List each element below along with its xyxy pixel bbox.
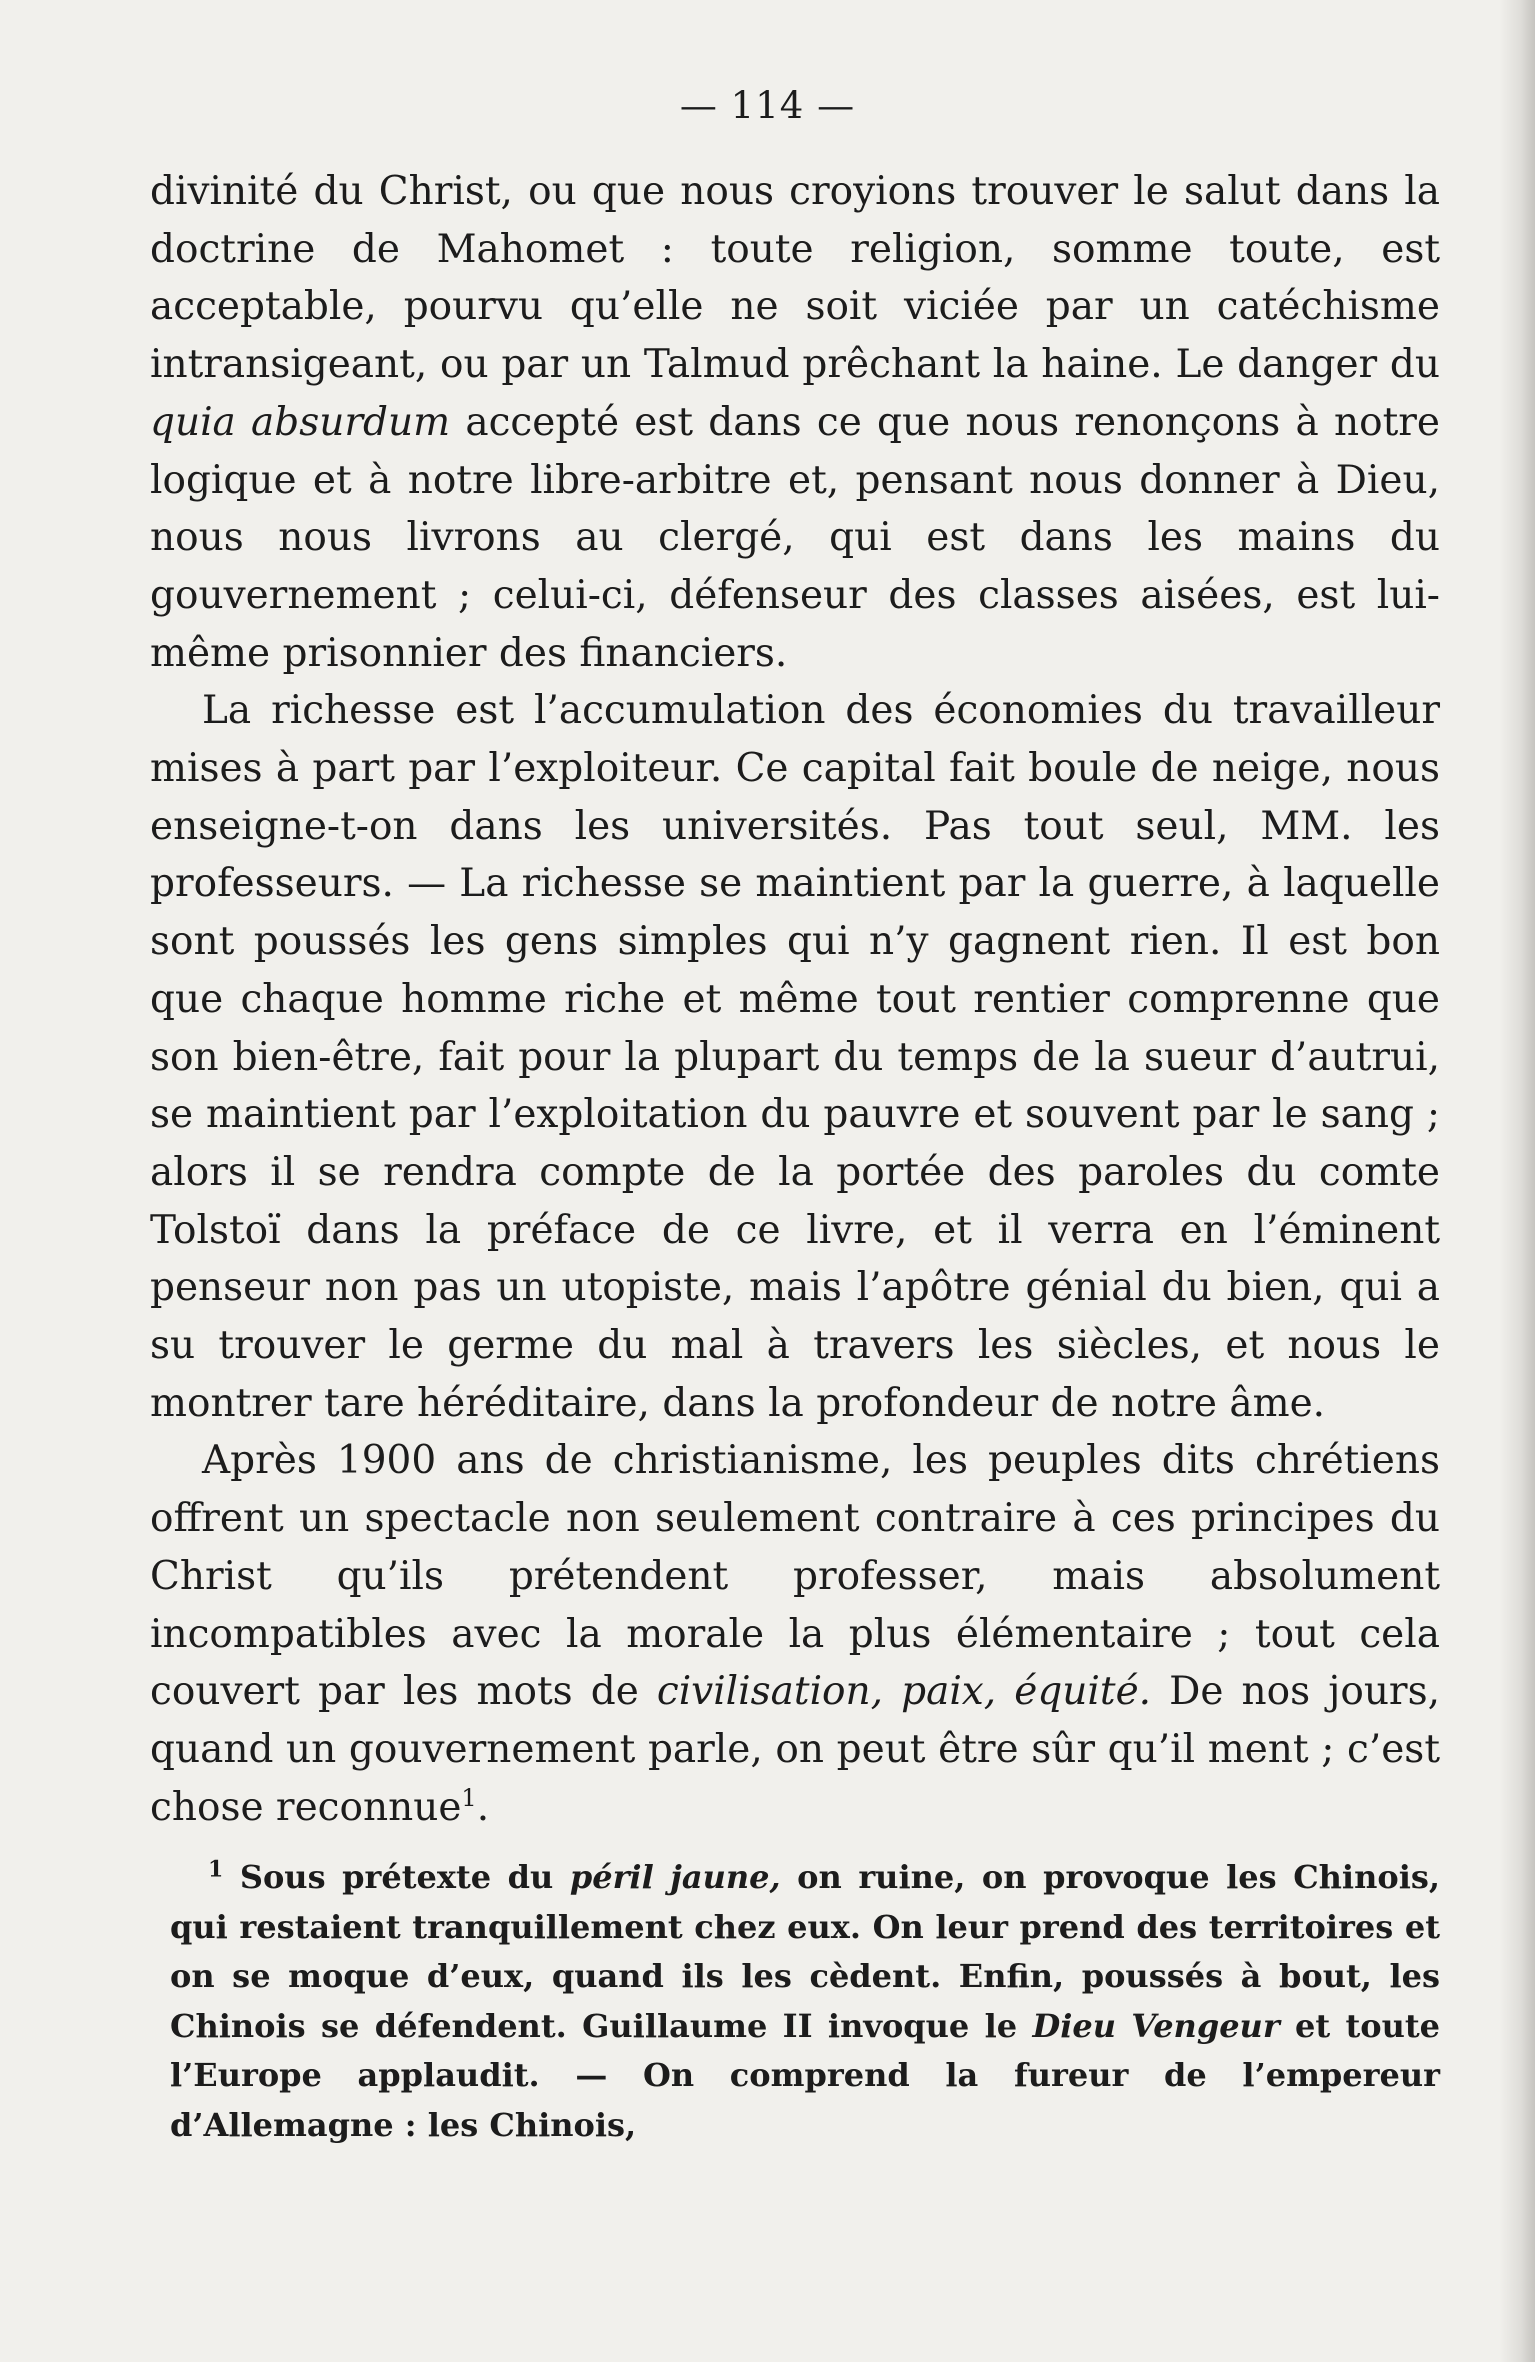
page-number: — 114 — [679,84,856,127]
footnote-text [170,1853,1440,2150]
footnote-text-a: Sous prétexte du [223,1858,570,1896]
footnote [170,1853,1440,2150]
footnote-text-b: on ruine, on provoque les Chinois, qui restaient tranquillement chez eux. On leur prend des territoires et on se moque d’eux, quand ils les cèdent. Enfin, poussés à bout, les Chinois se défendent. Guillaume II invoque le [170,1858,1441,2045]
footnote-reference[interactable]: 1 [461,1783,477,1812]
footnote-text-c: et toute l’Europe applaudit. — On comprend la fureur de l’empereur d’Allemagne : les Chinois, [170,2006,1441,2144]
footnote-italic-1: péril jaune, [569,1858,781,1896]
paragraph-3-text-b: De nos jours, quand un gouvernement parle, on peut être sûr qu’il ment ; c’est chose reconnue [150,1669,1440,1830]
paragraph-3-text-a: Après 1900 ans de christianisme, les peuples dits chrétiens offrent un spectacle non seulement contraire à ces principes du Christ qu’ils prétendent professer, mais absolument incompatibles avec la morale la plus élémentaire ; tout cela couvert par les mots de [150,1438,1440,1715]
paragraph-3-italic-phrase: civilisation, paix, équité. [656,1669,1152,1715]
paragraph-1-text-a: divinité du Christ, ou que nous croyions trouver le salut dans la doctrine de Mahomet : toute religion, somme toute, est acceptable, pourvu qu’elle ne soit viciée par un catéchisme intransigeant, ou par un Talmud prêchant la haine. Le danger du [150,169,1440,388]
page-edge-shadow [1499,0,1535,2362]
paragraph-3-text-c: . [476,1784,490,1830]
paragraph-1 [150,163,1440,682]
paragraph-1-text-b: accepté est dans ce que nous renonçons à notre logique et à notre libre-arbitre et, pensant nous donner à Dieu, nous nous livrons au clergé, qui est dans les mains du gouvernement ; celui-ci, défenseur des classes aisées, est lui-même prisonnier des financiers. [150,399,1441,676]
footnote-italic-2: Dieu Vengeur [1032,2006,1280,2045]
footnote-marker: 1 [208,1856,224,1883]
main-text [150,163,1440,1836]
paragraph-3 [150,1432,1440,1836]
paragraph-1-italic-phrase: quia absurdum [150,399,451,445]
paragraph-2: La richesse est l’accumulation des économies du travailleur mises à part par l’exploiteur. Ce capital fait boule de neige, nous enseigne-t-on dans les universités. Pas tout seul, MM. les professeurs. — La richesse se maintient par la guerre, à laquelle sont poussés les gens simples qui n’y gagnent rien. Il est bon que chaque homme riche et même tout rentier comprenne que son bien-être, fait pour la plupart du temps de la sueur d’autrui, se maintient par l’exploitation du pauvre et souvent par le sang ; alors il se rendra compte de la portée des paroles du comte Tolstoï dans la préface de ce livre, et il verra en l’éminent penseur non pas un utopiste, mais l’apôtre génial du bien, qui a su trouver le germe du mal à travers les siècles, et nous le montrer tare héréditaire, dans la profondeur de notre âme. [150,688,1440,1426]
